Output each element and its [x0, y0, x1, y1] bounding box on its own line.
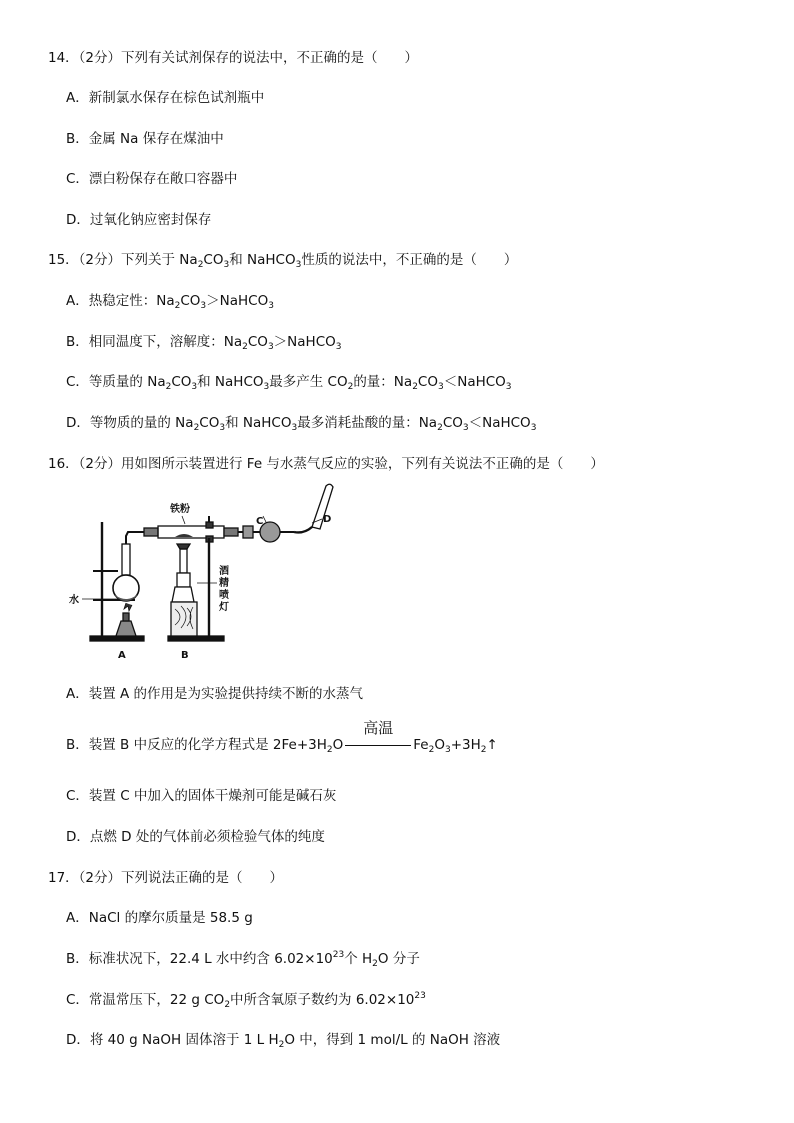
- q17-stem: 17．（2分）下列说法正确的是（ ）: [48, 870, 284, 886]
- q15-option-d[interactable]: D．等物质的量的 $Na_2CO_3$和 NaHCO$_3$最多消耗盐酸的量：$Na_2CO_3<NaHCO_3$: [66, 415, 537, 433]
- flask-neck: [122, 544, 130, 575]
- stopper-right: [224, 528, 238, 536]
- q15-option-b[interactable]: B．相同温度下，溶解度：$Na_2CO_3>NaHCO_3$: [66, 334, 342, 352]
- q17-option-c[interactable]: C．常温常压下，22 g $CO_2$中所含氧原子数约为 $6.02\times 10^{23}$: [66, 991, 426, 1010]
- alcohol-lamp: [116, 621, 136, 636]
- label-c: C: [256, 516, 264, 527]
- stand-b-base: [168, 636, 224, 641]
- q14-option-d[interactable]: D．过氧化钠应密封保存: [66, 212, 212, 228]
- q16-option-b[interactable]: B．装置 B 中反应的化学方程式是 $2Fe+3H_2O$ 高温 $Fe_2O_3+3H_2↑$: [66, 719, 498, 755]
- reaction-condition: 高温: [363, 719, 394, 737]
- iron-powder: [175, 534, 193, 537]
- q15-option-a[interactable]: A．热稳定性：$Na_2CO_3>NaHCO_3$: [66, 293, 274, 311]
- q16-option-d[interactable]: D．点燃 D 处的气体前必须检验气体的纯度: [66, 829, 325, 845]
- label-water: 水: [69, 595, 79, 606]
- label-a: A: [118, 650, 126, 661]
- stopper-left: [144, 528, 158, 536]
- q14-option-b[interactable]: B．金属 Na 保存在煤油中: [66, 131, 224, 147]
- label-iron-powder: 铁粉: [170, 504, 190, 515]
- blowtorch-tube: [180, 549, 187, 573]
- q16-option-a[interactable]: A．装置 A 的作用是为实验提供持续不断的水蒸气: [66, 686, 364, 702]
- label-lamp-4: 灯: [219, 602, 229, 613]
- apparatus-diagram: [60, 482, 360, 664]
- label-d: D: [323, 514, 332, 525]
- apparatus-figure: [60, 482, 360, 664]
- q14-option-a[interactable]: A．新制氯水保存在棕色试剂瓶中: [66, 90, 265, 106]
- q16-stem: 16．（2分）用如图所示装置进行 Fe 与水蒸气反应的实验，下列有关说法不正确的是（ ）: [48, 456, 604, 472]
- q15-option-c[interactable]: C．等质量的 $Na_2CO_3$和 NaHCO$_3$最多产生 $CO_2$的量：$Na_2CO_3<NaHCO_3$: [66, 374, 512, 392]
- q16-option-c[interactable]: C．装置 C 中加入的固体干燥剂可能是碱石灰: [66, 788, 337, 804]
- q14-option-c[interactable]: C．漂白粉保存在敞口容器中: [66, 171, 238, 187]
- reaction-arrow: [345, 719, 411, 754]
- q17-option-b[interactable]: B．标准状况下，22.4 L 水中约含 $6.02\times 10^{23}$个 $H_2O$ 分子: [66, 950, 420, 969]
- stand-a-base: [90, 636, 144, 641]
- q15-stem: 15．（2分）下列关于 $Na_2CO_3$和 NaHCO$_3$性质的说法中，不正确的是（ ）: [48, 252, 518, 270]
- label-lamp-1: 酒: [219, 566, 229, 577]
- label-lamp-3: 喷: [219, 590, 229, 601]
- q14-stem: 14．（2分）下列有关试剂保存的说法中，不正确的是（ ）: [48, 50, 419, 66]
- label-lamp-2: 精: [219, 578, 229, 589]
- q17-option-a[interactable]: A．NaCl 的摩尔质量是 58.5 g: [66, 910, 253, 926]
- label-b: B: [181, 650, 189, 661]
- q17-option-d[interactable]: D．将 40 g NaOH 固体溶于 1 L $H_2O$ 中，得到 1 mol/L 的 NaOH 溶液: [66, 1032, 501, 1050]
